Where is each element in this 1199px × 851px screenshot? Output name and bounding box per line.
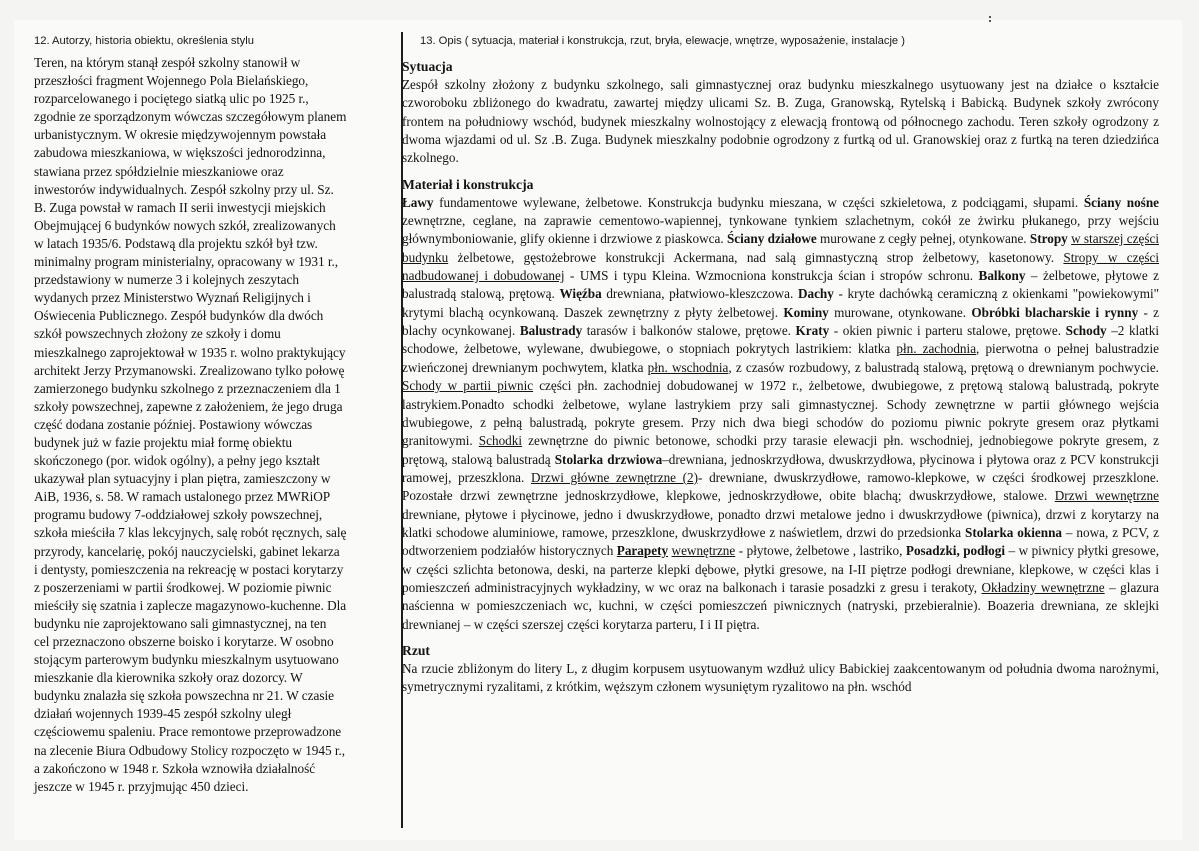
history-line: częściowemu spaleniu. Prace remontowe przeprowadzone	[34, 724, 342, 740]
body-text: - kryte dachówką ceramiczną z okienkami "powiekowymi" krytymi blachą ocynkowaną. Daszek zewnętrzny z płyty żelbetowej.	[402, 286, 1159, 320]
body-text: żelbetowe, gęstożebrowe konstrukcji Ackermana, nad salą gimnastyczną strop żelbetowy, kasetonowy.	[448, 249, 1064, 265]
emphasized-text: Schody w partii piwnic	[402, 378, 534, 394]
body-text: murowane z cegły pełnej, otynkowane.	[816, 231, 1030, 247]
emphasized-text: Balkony	[978, 268, 1026, 284]
section-body	[402, 76, 1159, 168]
history-line: budynku nie zaprojektowano sali gimnastycznej, na ten	[34, 615, 327, 631]
history-line: zabudowa mieszkaniowa, w większości jednorodzinna,	[34, 145, 326, 161]
history-line: skończonego (por. widok ogólny), a pełny jego kształt	[34, 453, 320, 469]
emphasized-text: Stolarka drzwiowa	[554, 451, 663, 467]
body-text: drewniane, płytowe i płycinowe, jedno i dwuskrzydłowe, ponadto drzwi metalowe jedno i dwuskrzydłowe (piwnica), drzwi z korytarzy na klatki schodowe aluminiowe, ramowe, przeszklone, dwuskrzydłowe z naświetlem, drzwi do przedsionka	[402, 506, 1159, 540]
emphasized-text: Ławy	[402, 194, 434, 210]
history-line: i dentysty, pomieszczenia na rekreację w postaci korytarzy	[34, 561, 344, 577]
body-text: zewnętrzne do piwnic betonowe, schodki przy tarasie elewacji płn. wschodniej, jednobiegowe pokryte gresem, z prętową, stalową balustradą	[402, 433, 1159, 467]
history-line: szkół powszechnych złożony ze szkoły i domu	[34, 326, 281, 342]
description-sections	[402, 58, 1159, 697]
emphasized-text: wewnętrzne	[671, 543, 736, 559]
history-line: architekt Jerzy Przymanowski. Zrealizowano tylko połowę	[34, 362, 345, 378]
emphasized-text: Balustrady	[519, 323, 583, 339]
history-line: mieściły się szatnia i zaplecze magazynowo-kuchenne. Dla	[34, 597, 347, 613]
emphasized-text: Okładziny wewnętrzne	[981, 579, 1105, 595]
history-line: budynku znalazła się szkoła powszechna nr 21. W czasie	[34, 688, 334, 704]
body-text: zewnętrzne, ceglane, na zaprawie cementowo-wapiennej, tynkowane tynkiem szlachetnym, cokół ze żwirku płukanego, przy wejściu głównymboniowanie, glify okienne i drzwiowe z piaskowca.	[402, 213, 1159, 247]
emphasized-text: w starszej części budynku	[402, 231, 1159, 265]
body-text: tarasów i balkonów stalowe, prętowe.	[582, 323, 796, 339]
emphasized-text: Ściany nośne	[1083, 194, 1160, 210]
body-text: – w piwnicy płytki gresowe, w części szlichta betonowa, deski, na parterze klepki dębowe, płytki gresowe, na I-II piętrze podłogi drewniane, klepkowe, w części klas i pomieszczeń administracyjnych wykładziny, w wc oraz na balkonach i tarasie posadzki z gresu i terakoty,	[402, 543, 1160, 595]
body-text: –2 klatki schodowe, żelbetowe, wylewane, dwubiegowe, o stopniach pokrytych lastrikiem: klatka	[402, 323, 1159, 357]
history-line: zgodnie ze sporządzonym wówczas szczegółowym planem	[34, 109, 347, 125]
body-text: –drewniana, jednoskrzydłowa, dwuskrzydłowa, płycinowa i płytowa oraz z PCV konstrukcji ramowej, przeszklona.	[402, 451, 1159, 485]
history-line: programu budowy 7-oddziałowej szkoły powszechnej,	[34, 507, 323, 523]
emphasized-text: Posadzki, podłogi	[905, 543, 1006, 559]
body-text: murowane, otynkowane.	[828, 304, 972, 320]
history-line: a zakończono w 1948 r. Szkoła wznowiła działalność	[34, 760, 316, 776]
history-line: z poszerzeniami w partii środkowej. W poziomie piwnic	[34, 579, 332, 595]
body-text: drewniana, płatwiowo-kleszczowa.	[601, 286, 798, 302]
emphasized-text: Stolarka okienna	[965, 524, 1063, 540]
history-line: wydanych przez Ministerstwo Wyznań Religijnych i	[34, 290, 311, 306]
history-line: szkoły powszechnej, zapewne z założeniem, że jego druga	[34, 398, 343, 414]
emphasized-text: Drzwi wewnętrzne	[1054, 488, 1159, 504]
history-line: przedstawiony w numerze 3 i kolejnych zeszytach	[34, 272, 299, 288]
history-line: budynek już w fazie projektu miał formę obiektu	[34, 434, 292, 450]
history-line: urbanistycznym. W okresie międzywojennym powstała	[34, 127, 327, 143]
body-text: Zespół szkolny złożony z budynku szkolnego, sali gimnastycznej oraz budynku mieszkalnego usytuowany jest na działce o kształcie czworoboku zbliżonego do kwadratu, zawartej między ulicami Sz. B. Zuga, Granowską, Rytelską i Babicką. Budynek szkoły zwrócony frontem na południowy wschód, budynek mieszkalny wolnostojący z elewacją frontową od północnego zachodu. Teren szkoły ogrodzony z dwoma wjazdami od ul. Sz .B. Zuga. Budynek mieszkalny podobnie ogrodzony z furtką od ul. Granowskiej oraz z furtką na teren dziedzińca szkolnego.	[402, 77, 1159, 166]
body-text: części płn. zachodniej dobudowanej w 1972 r., żelbetowe, dwubiegowe, z prętową stalową balustradą, pokryte lastrykiem.Ponadto schodki żelbetowe, wylane lastrykiem przy sali gimnastycznej. Schody zewnętrzne w partii głównego wejścia dwubiegowe, z pełną balustradą, pokryte gresem. Przy nich dwa biegi schodów do poziomu piwnic pokryte gresem oraz płytkami granitowymi.	[402, 378, 1159, 449]
description-section	[402, 58, 1159, 168]
history-line: jeszcze w 1945 r. przyjmując 450 dzieci.	[34, 778, 249, 794]
body-text: , z czasów rozbudowy, z balustradą stalową, prętową o drewnianym pochwycie.	[728, 359, 1159, 375]
history-line: B. Zuga powstał w ramach II serii inwestycji miejskich	[34, 199, 326, 215]
right-column	[402, 34, 1159, 697]
emphasized-text: Ściany działowe	[726, 231, 817, 247]
section-title: Materiał i konstrukcja	[402, 176, 534, 192]
history-line: stawiana przez spółdzielnie mieszkaniowe oraz	[34, 163, 284, 179]
history-line: zamierzonego budynku szkolnego z przeznaczeniem dla 1	[34, 380, 341, 396]
history-line: część dodana zostanie później. Postawiony wówczas	[34, 416, 313, 432]
emphasized-text: Stropy	[1029, 231, 1068, 247]
staple-mark	[989, 16, 993, 24]
emphasized-text: Stropy w części nadbudowanej i dobudowanej	[402, 249, 1160, 284]
body-text: - z blachy ocynkowanej.	[402, 304, 1159, 339]
body-text: Na rzucie zbliżonym do litery L, z długim korpusem usytuowanym wzdłuż ulicy Babickiej zaakcentowanym od południa dwoma narożnymi, symetrycznymi ryzalitami, z krótkim, węższym członem wysuniętym ryzalitowo na płn. wschód	[402, 660, 1159, 695]
history-line: mieszkanie dla kierownika szkoły oraz dozorcy. W	[34, 670, 303, 686]
body-text: - drewniane, dwuskrzydłowe, ramowo-klepkowe, w części środkowej przeszklone. Pozostałe drzwi zewnętrzne jednoskrzydłowe, klepkowe, jednoskrzydłowe, obite blachą; dwuskrzydłowe, stalowe.	[402, 469, 1159, 504]
history-line: minimalny program ministerialny, opracowany w 1931 r.,	[34, 254, 339, 270]
body-text: – żelbetowe, płytowe z balustradą stalową, prętową.	[402, 268, 1159, 302]
history-line: działań wojennych 1939-45 zespół szkolny uległ	[34, 706, 292, 722]
history-line: przyrody, kancelarię, pokój nauczycielski, gabinet lekarza	[34, 543, 340, 559]
history-text	[22, 54, 396, 796]
emphasized-text: Więźba	[559, 286, 602, 302]
left-column-heading: 12. Autorzy, historia obiektu, określenia stylu	[34, 35, 254, 47]
history-line: w latach 1935/6. Podstawą dla projektu szkół był tzw.	[34, 235, 318, 251]
emphasized-text: Parapety	[616, 543, 669, 559]
emphasized-text: Kraty	[795, 323, 830, 339]
emphasized-text: Schody	[1065, 323, 1107, 339]
section-title: Rzut	[402, 642, 430, 658]
body-text: – glazura naścienna w pomieszczeniach wc, kuchni, w części pomieszczeń piwnicznych (natryski, przebieralnie). Boazeria drewniana, ze sklejki drewnianej – w części szerszej części korytarza parteru, I i II piętra.	[402, 579, 1159, 632]
body-text: – nowa, z PCV, z odtworzeniem podziałów historycznych	[402, 524, 1159, 559]
history-line: na zlecenie Biura Odbudowy Stolicy rozpoczęto w 1945 r.,	[34, 742, 346, 758]
body-text: , pierwotna o pełnej balustradzie zwieńczonej drewnianym pochwytem, klatka	[402, 341, 1159, 375]
emphasized-text: Schodki	[478, 433, 523, 449]
section-body	[402, 194, 1159, 634]
history-line: mieszkalnego zaprojektował w 1935 r. wolno praktykujący	[34, 344, 346, 360]
left-column	[22, 34, 396, 796]
description-section	[402, 176, 1159, 634]
history-line: AiB, 1936, s. 58. W ramach ustalonego przez MWRiOP	[34, 489, 331, 505]
section-body	[402, 660, 1159, 697]
history-line: szkoła mieściła 7 klas lekcyjnych, salę robót ręcznych, salę	[34, 525, 347, 541]
history-line: cel przeznaczono obszerne boisko i korytarze. W osobno	[34, 634, 334, 649]
history-line: stojącym parterowym budynku mieszkalnym usytuowano	[34, 652, 339, 668]
history-line: ukazywał plan sytuacyjny i plan piętra, zamieszczony w	[34, 471, 331, 487]
body-text: fundamentowe wylewane, żelbetowe. Konstrukcja budynku mieszana, w części szkieletowa, z podciągami, słupami.	[433, 194, 1084, 210]
emphasized-text: Drzwi główne zewnętrzne (2)	[530, 469, 699, 485]
emphasized-text: płn. zachodnia	[896, 341, 977, 357]
history-line: Obejmującej 6 budynków nowych szkół, zrealizowanych	[34, 217, 336, 233]
right-column-heading: 13. Opis ( sytuacja, materiał i konstrukcja, rzut, bryła, elewacje, wnętrze, wyposażenie, instalacje )	[420, 35, 905, 47]
body-text: - płytowe, żelbetowe , lastriko,	[735, 543, 906, 559]
emphasized-text: Obróbki blacharskie i rynny	[971, 304, 1139, 320]
body-text: - UMS i typu Kleina. Wzmocniona konstrukcja ścian i stropów schronu.	[564, 268, 979, 284]
body-text: - okien piwnic i parteru stalowe, prętowe.	[829, 323, 1066, 339]
description-section	[402, 642, 1159, 697]
history-line: przeszłości fragment Wojennego Pola Bielańskiego,	[34, 73, 309, 89]
emphasized-text: Kominy	[783, 304, 829, 320]
emphasized-text: płn. wschodnia	[647, 359, 729, 375]
history-line: inwestorów indywidualnych. Zespół szkolny przy ul. Sz.	[34, 181, 334, 197]
emphasized-text: Dachy	[797, 286, 834, 302]
history-line: Teren, na którym stanął zespół szkolny stanowił w	[34, 55, 301, 70]
section-title: Sytuacja	[402, 59, 453, 74]
history-line: Oświecenia Publicznego. Zespół budynków dla dwóch	[34, 308, 324, 324]
history-line: rozparcelowanego i pociętego siatką ulic po 1925 r.,	[34, 91, 309, 107]
